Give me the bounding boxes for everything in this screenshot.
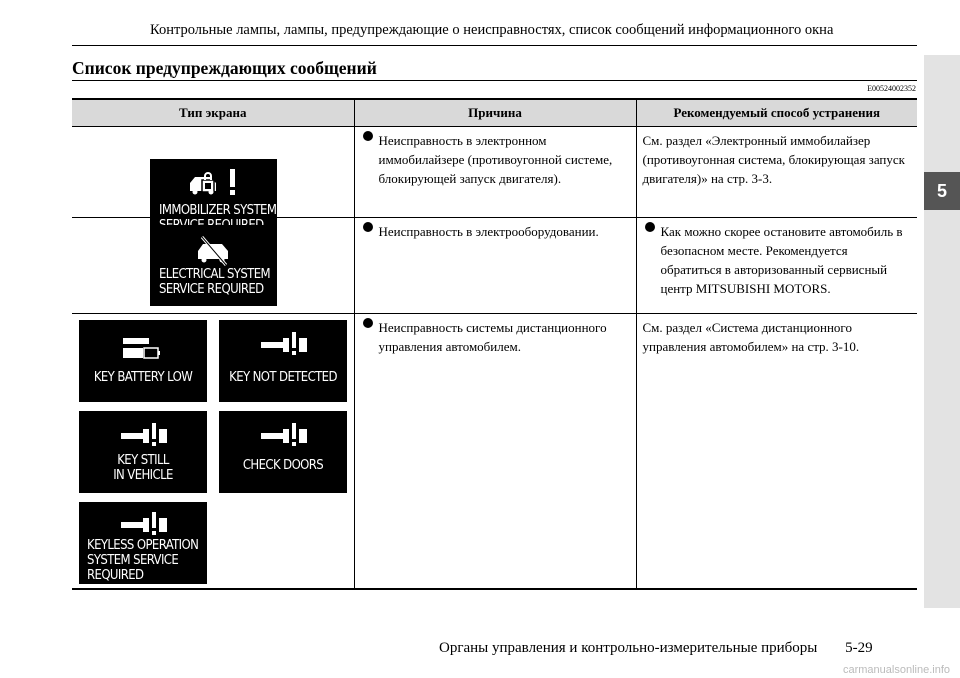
column-header-screen: Тип экрана: [72, 99, 354, 127]
chapter-sidebar: [924, 55, 960, 608]
footer-text: Органы управления и контрольно-измерительные приборы: [439, 640, 818, 656]
column-header-remedy: Рекомендуемый способ устранения: [636, 99, 917, 127]
display-text: CHECK DOORS: [242, 458, 324, 473]
key-battery-icon: [79, 326, 207, 366]
cause-cell: [354, 127, 636, 218]
display-key-not-detected: [219, 320, 347, 402]
key-warning-icon: [219, 324, 347, 364]
table-row: [72, 314, 917, 590]
table-header-row: [72, 99, 917, 127]
warning-messages-table: [72, 98, 917, 590]
remedy-cell: [636, 218, 917, 314]
display-text: IMMOBILIZER SYSTEM: [159, 203, 277, 218]
car-fault-icon: [150, 229, 277, 269]
display-text: KEY BATTERY LOW: [93, 370, 193, 385]
section-rule: [72, 80, 917, 81]
cause-cell: [354, 218, 636, 314]
page-number: 5-29: [845, 640, 873, 656]
cause-cell: [354, 314, 636, 590]
remedy-text: См. раздел «Система дистанционного управления автомобилем» на стр. 3-10.: [642, 320, 860, 354]
display-electrical: [150, 225, 277, 306]
remedy-text: Как можно скорее остановите автомобиль в безопасном месте. Рекомендуется обратиться в авторизованный сервисный центр MITSUBISHI MOTORS.: [643, 218, 918, 298]
screen-cell: [72, 314, 354, 590]
screen-cell: [72, 127, 354, 218]
key-warning-icon: [219, 415, 347, 455]
running-header: Контрольные лампы, лампы, предупреждающие о неисправностях, список сообщений информационного окна: [150, 22, 834, 38]
table-row: [72, 218, 917, 314]
remedy-text: См. раздел «Электронный иммобилайзер (противоугонная система, блокирующая запуск двигателя)» на стр. 3-3.: [642, 133, 905, 186]
display-text: KEY STILL IN VEHICLE: [113, 453, 173, 483]
screen-cell: [72, 218, 354, 314]
display-group: [72, 314, 354, 588]
remedy-cell: [636, 314, 917, 590]
remedy-cell: [636, 127, 917, 218]
page-footer: [439, 640, 873, 657]
watermark: carmanualsonline.info: [842, 664, 950, 676]
display-check-doors: [219, 411, 347, 493]
display-key-battery-low: [79, 320, 207, 402]
key-warning-icon: [79, 415, 207, 455]
cause-text: Неисправность системы дистанционного управления автомобилем.: [361, 314, 636, 356]
table-row: [72, 127, 917, 218]
section-code: E00524002352: [867, 84, 916, 93]
section-title: Список предупреждающих сообщений: [72, 58, 377, 78]
cause-text: Неисправность в электронном иммобилайзере (противоугонной системе, блокирующей запуск двигателя).: [361, 127, 636, 188]
chapter-tab: 5: [924, 172, 960, 210]
header-rule: [72, 45, 917, 46]
display-text: KEYLESS OPERATION SYSTEM SERVICE REQUIRED: [87, 538, 199, 583]
cause-text: Неисправность в электрооборудовании.: [361, 218, 636, 241]
display-text: ELECTRICAL SYSTEM SERVICE REQUIRED: [159, 267, 270, 297]
car-lock-warning-icon: [150, 161, 277, 201]
display-text: KEY NOT DETECTED: [229, 370, 337, 385]
column-header-cause: Причина: [354, 99, 636, 127]
display-keyless-operation: [79, 502, 207, 584]
display-key-still-in-vehicle: [79, 411, 207, 493]
